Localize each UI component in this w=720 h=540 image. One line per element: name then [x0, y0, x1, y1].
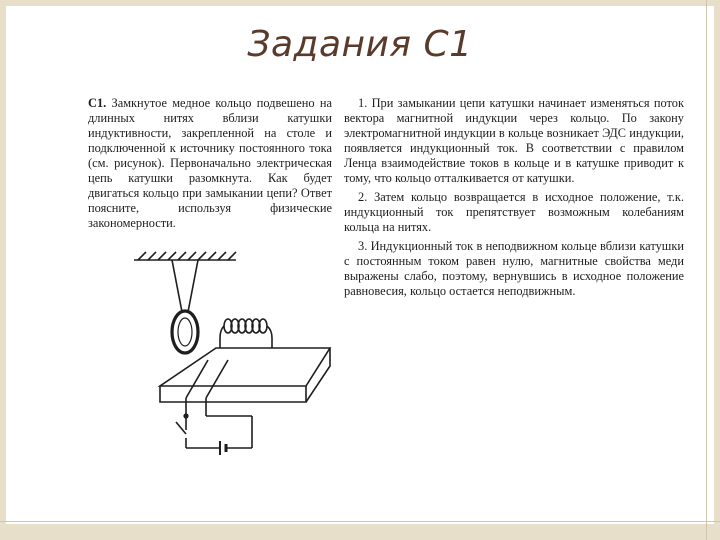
solution-text	[344, 96, 684, 303]
switch-blade	[176, 422, 186, 434]
problem-text: Замкнутое медное кольцо подвешено на длинных нитях вблизи катушки индуктивности, закрепленной на столе и подключенной к источнику постоянного тока (см. рисунок). Первоначально электрическая цепь катушки разомкнута. Как будет двигаться кольцо при замыкании цепи? Ответ поясните, используя физические закономерности.	[88, 96, 332, 230]
solution-paragraph-2: 2. Затем кольцо возвращается в исходное положение, т.к. индукционный ток препятствует возможным колебаниям кольца на нитях.	[344, 190, 684, 234]
frame-rule-right	[706, 0, 707, 540]
thread-right	[188, 260, 198, 312]
ceiling-support	[134, 252, 236, 260]
problem-label: С1.	[88, 96, 107, 110]
solution-paragraph-3: 3. Индукционный ток в неподвижном кольце вблизи катушки с постоянным током равен нулю, магнитные свойства меди выражены слабо, поэтому, вернувшись в исходное положение равновесия, кольцо остается неподвижным.	[344, 239, 684, 298]
slide-title: Задания С1	[247, 24, 473, 65]
inductor-coil	[224, 319, 267, 333]
battery	[220, 441, 226, 455]
copper-ring	[172, 311, 198, 353]
table-block	[160, 348, 330, 402]
circuit-figure	[120, 238, 340, 468]
frame-rule-bottom	[0, 521, 720, 522]
thread-left	[172, 260, 182, 312]
solution-paragraph-1: 1. При замыкании цепи катушки начинает изменяться поток вектора магнитной индукции через кольцо. По закону электромагнитной индукции в кольце возникает ЭДС индукции, появляется индукционный ток. В соответствии с правилом Ленца взаимодействие токов в кольце и в катушке приводит к тому, что кольцо отталкивается от катушки.	[344, 96, 684, 185]
problem-statement	[88, 96, 332, 231]
